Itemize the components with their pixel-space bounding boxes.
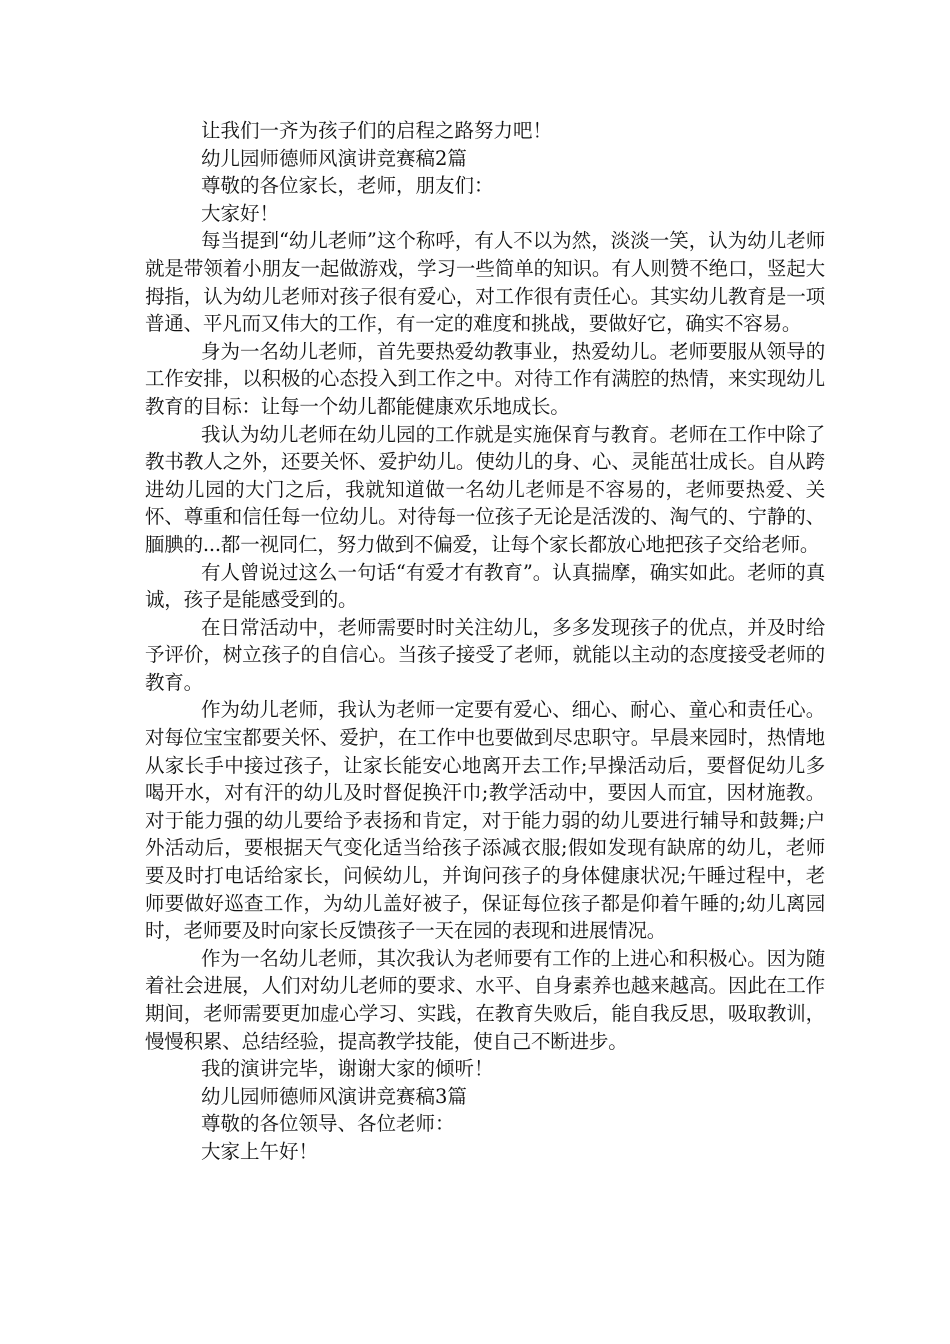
thanks-line: 我的演讲完毕，谢谢大家的倾听！: [201, 1057, 494, 1081]
section-title: 幼儿园师德师风演讲竞赛稿3篇: [201, 1084, 467, 1108]
greeting: 大家好！: [201, 201, 280, 225]
section-title: 幼儿园师德师风演讲竞赛稿2篇: [201, 146, 467, 170]
closing-sentence: 让我们一齐为孩子们的启程之路努力吧！: [201, 119, 553, 142]
paragraph: 有人曾说过这么一句话“有爱才有教育”。认真揣摩，确实如此。老师的真诚，孩子是能感受到的。: [145, 560, 825, 612]
document-body: [145, 117, 825, 1166]
paragraph: 我认为幼儿老师在幼儿园的工作就是实施保育与教育。老师在工作中除了教书教人之外，还要关怀、爱护幼儿。使幼儿的身、心、灵能茁壮成长。自从跨进幼儿园的大门之后，我就知道做一名幼儿老师是不容易的，老师要热爱、关怀、尊重和信任每一位幼儿。对待每一位孩子无论是活泼的、淘气的、宁静的、腼腆的...都一视同仁，努力做到不偏爱，让每个家长都放心地把孩子交给老师。: [145, 422, 825, 556]
paragraph: 作为幼儿老师，我认为老师一定要有爱心、细心、耐心、童心和责任心。对每位宝宝都要关怀、爱护，在工作中也要做到尽忠职守。早晨来园时，热情地从家长手中接过孩子，让家长能安心地离开去工作;早操活动后，要督促幼儿多喝开水，对有汗的幼儿及时督促换汗巾;教学活动中，要因人而宜，因材施教。对于能力强的幼儿要给予表扬和肯定，对于能力弱的幼儿要进行辅导和鼓舞;户外活动后，要根据天气变化适当给孩子添减衣服;假如发现有缺席的幼儿，老师要及时打电话给家长，问候幼儿，并询问孩子的身体健康状况;午睡过程中，老师要做好巡查工作，为幼儿盖好被子，保证每位孩子都是仰着午睡的;幼儿离园时，老师要及时向家长反馈孩子一天在园的表现和进展情况。: [145, 698, 825, 943]
greeting: 大家上午好！: [201, 1139, 319, 1163]
paragraph: 身为一名幼儿老师，首先要热爱幼教事业，热爱幼儿。老师要服从领导的工作安排，以积极的心态投入到工作之中。对待工作有满腔的热情，来实现幼儿教育的目标：让每一个幼儿都能健康欢乐地成长。: [145, 339, 825, 418]
salutation: 尊敬的各位领导、各位老师：: [201, 1112, 455, 1136]
salutation: 尊敬的各位家长，老师，朋友们：: [201, 174, 494, 198]
paragraph: 每当提到“幼儿老师”这个称呼，有人不以为然，淡淡一笑，认为幼儿老师就是带领着小朋友一起做游戏，学习一些简单的知识。有人则赞不绝口，竖起大拇指，认为幼儿老师对孩子很有爱心，对工作很有责任心。其实幼儿教育是一项普通、平凡而又伟大的工作，有一定的难度和挑战，要做好它，确实不容易。: [145, 229, 825, 336]
paragraph: 作为一名幼儿老师，其次我认为老师要有工作的上进心和积极心。因为随着社会进展，人们对幼儿老师的要求、水平、自身素养也越来越高。因此在工作期间，老师需要更加虚心学习、实践，在教育失败后，能自我反思，吸取教训，慢慢积累、总结经验，提高教学技能，使自己不断进步。: [145, 946, 825, 1053]
paragraph: 在日常活动中，老师需要时时关注幼儿，多多发现孩子的优点，并及时给予评价，树立孩子的自信心。当孩子接受了老师，就能以主动的态度接受老师的教育。: [145, 615, 825, 694]
